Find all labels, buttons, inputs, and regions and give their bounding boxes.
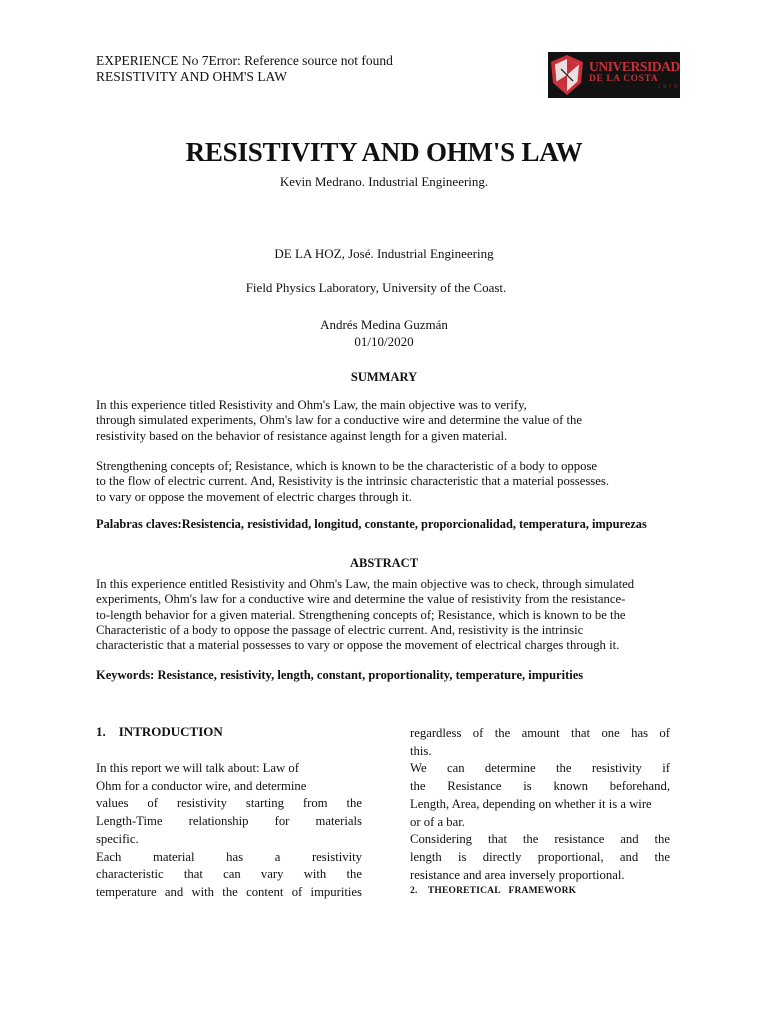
author-1: Kevin Medrano. Industrial Engineering.	[279, 174, 489, 189]
text-line: length is directly proportional, and the	[410, 849, 670, 864]
text-line: In this experience entitled Resistivity and Ohm's Law, the main objective was to check, through simulated	[96, 577, 635, 591]
summary-heading: SUMMARY	[350, 370, 418, 384]
text-line: or of a bar.	[410, 814, 465, 829]
text-line: regardless of the amount that one has of	[410, 726, 670, 740]
text-line: resistivity based on the behavior of resistance against length for a given material.	[96, 428, 508, 443]
teacher-name: Andrés Medina Guzmán	[320, 317, 448, 332]
text-line: In this experience titled Resistivity and Ohm's Law, the main objective was to verify,	[96, 398, 527, 412]
text-line: resistance and area inversely proportional.	[410, 867, 625, 882]
summary-paragraph-1	[96, 398, 672, 444]
text-line: the Resistance is known beforehand,	[410, 779, 670, 794]
shield-icon	[548, 53, 586, 97]
text-line: Strengthening concepts of; Resistance, which is known to be the characteristic of a body to oppose	[96, 459, 598, 473]
theoretical-framework-heading: 2. THEORETICAL FRAMEWORK	[410, 886, 577, 896]
logo-year: 1970	[657, 85, 680, 90]
text-line: We can determine the resistivity if	[410, 761, 670, 776]
report-date: 01/10/2020	[354, 334, 414, 349]
text-line: values of resistivity starting from the	[96, 796, 362, 811]
text-line: Ohm for a conductor wire, and determine	[96, 778, 307, 793]
text-line: specific.	[96, 831, 139, 846]
introduction-left-column	[96, 760, 362, 902]
text-line: Each material has a resistivity	[96, 849, 362, 864]
paper-title: RESISTIVITY AND OHM'S LAW	[185, 137, 583, 167]
text-line: characteristic that can vary with the	[96, 867, 362, 882]
text-line: temperature and with the content of impurities	[96, 884, 362, 899]
abstract-heading: ABSTRACT	[349, 556, 419, 570]
text-line: Considering that the resistance and the	[410, 832, 670, 847]
text-line: Characteristic of a body to oppose the passage of electric current. And, resistivity is the intrinsic	[96, 622, 584, 637]
text-line: to-length behavior for a given material. Strengthening concepts of; Resistance, which is known to be the	[96, 607, 626, 622]
affiliation: Field Physics Laboratory, University of the Coast.	[245, 280, 507, 295]
text-line: characteristic that a material possesses to vary or oppose the movement of electrical charges through it.	[96, 638, 620, 653]
text-line: to the flow of electric current. And, Resistivity is the intrinsic characteristic that a material possesses.	[96, 474, 609, 489]
spanish-keywords: Palabras claves:Resistencia, resistividad, longitud, constante, proporcionalidad, temperatura, impurezas	[96, 517, 647, 531]
text-line: Length, Area, depending on whether it is a wire	[410, 796, 652, 811]
running-header-title: RESISTIVITY AND OHM'S LAW	[96, 69, 287, 84]
text-line: Length-Time relationship for materials	[96, 814, 362, 829]
logo-name: UNIVERSIDAD	[589, 59, 680, 74]
english-keywords: Keywords: Resistance, resistivity, length, constant, proportionality, temperature, impurities	[96, 668, 584, 682]
introduction-right-column	[410, 725, 670, 884]
summary-paragraph-2	[96, 459, 672, 505]
text-line: this.	[410, 743, 432, 758]
introduction-heading: 1. INTRODUCTION	[96, 724, 223, 739]
text-line: experiments, Ohm's law for a conductive wire and determine the value of resistivity from the resistance-	[96, 592, 626, 607]
text-line: through simulated experiments, Ohm's law for a conductive wire and determine the value of the	[96, 413, 583, 428]
university-logo	[548, 52, 680, 98]
text-line: In this report we will talk about: Law of	[96, 761, 299, 775]
text-line: to vary or oppose the movement of electric charges through it.	[96, 489, 412, 504]
logo-subname: DE LA COSTA	[589, 73, 659, 84]
author-2: DE LA HOZ, José. Industrial Engineering	[274, 246, 494, 261]
abstract-paragraph	[96, 577, 672, 653]
running-header-experience: EXPERIENCE No 7Error: Reference source not found	[96, 53, 393, 68]
